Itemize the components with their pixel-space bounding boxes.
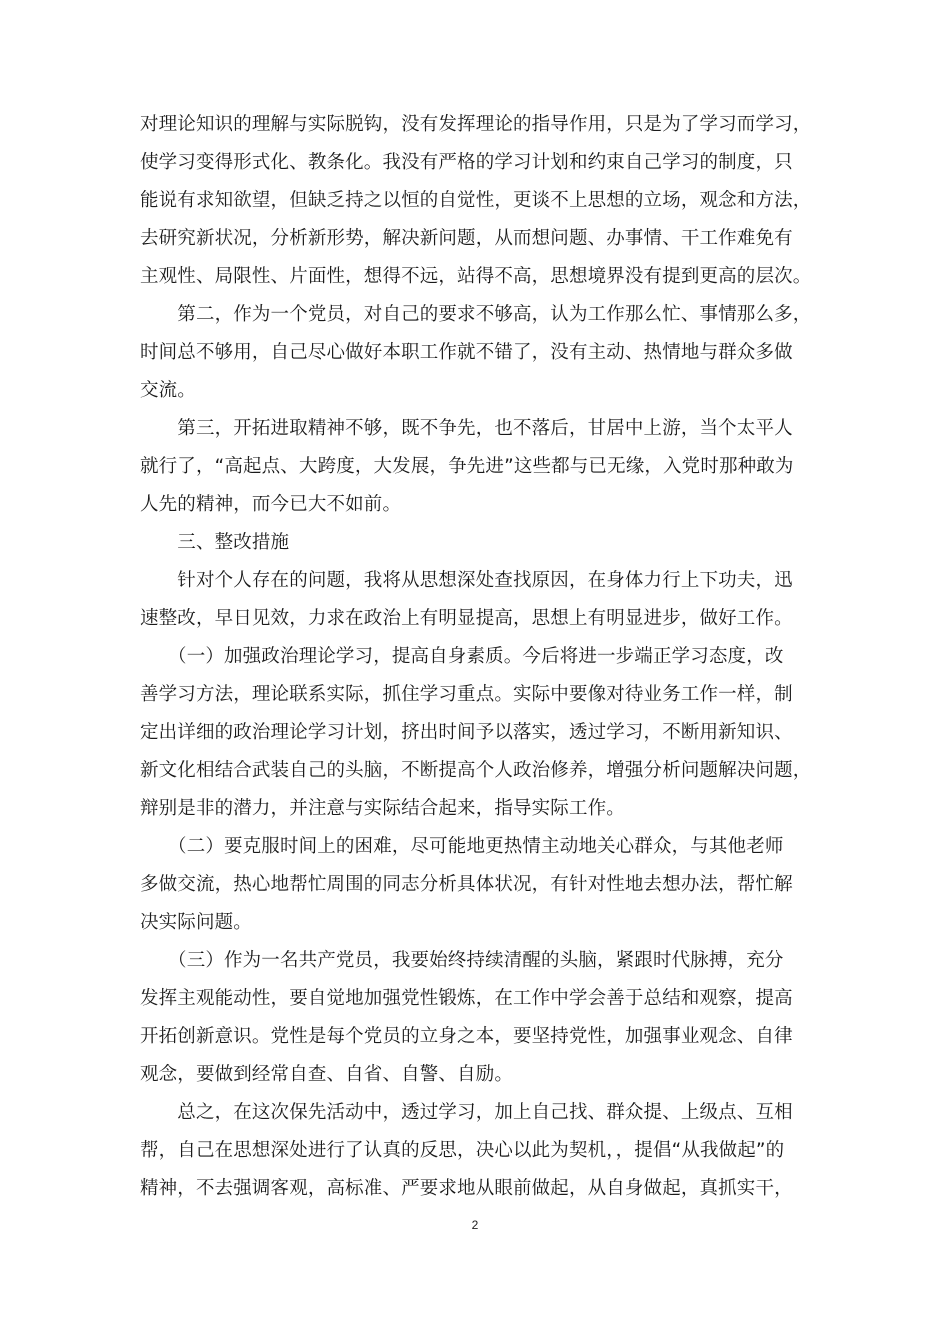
text-line: 辩别是非的潜力，并注意与实际结合起来，指导实际工作。 <box>140 798 625 819</box>
text-line: 对理论知识的理解与实际脱钩，没有发挥理论的指导作用，只是为了学习而学习， <box>140 114 812 135</box>
text-line: 主观性、局限性、片面性，想得不远，站得不高，思想境界没有提到更高的层次。 <box>140 266 812 287</box>
text-line: 开拓创新意识。党性是每个党员的立身之本，要坚持党性，加强事业观念、自律 <box>140 1026 793 1047</box>
text-line: 使学习变得形式化、教条化。我没有严格的学习计划和约束自己学习的制度，只 <box>140 152 793 173</box>
text-line: 能说有求知欲望，但缺乏持之以恒的自觉性，更谈不上思想的立场，观念和方法， <box>140 190 812 211</box>
text-line: 善学习方法，理论联系实际，抓住学习重点。实际中要像对待业务工作一样，制 <box>140 684 793 705</box>
text-line: 总之，在这次保先活动中，透过学习，加上自己找、群众提、上级点、互相 <box>140 1102 793 1123</box>
text-line: 精神，不去强调客观，高标准、严要求地从眼前做起，从自身做起，真抓实干， <box>140 1178 793 1199</box>
text-line: 决实际问题。 <box>140 912 252 933</box>
text-line: 第三，开拓进取精神不够，既不争先，也不落后，甘居中上游，当个太平人 <box>140 418 793 439</box>
page-number: 2 <box>471 1218 479 1232</box>
text-line: 发挥主观能动性，要自觉地加强党性锻炼，在工作中学会善于总结和观察，提高 <box>140 988 793 1009</box>
text-line: 速整改，早日见效，力求在政治上有明显提高，思想上有明显进步，做好工作。 <box>140 608 793 629</box>
text-line: （一）加强政治理论学习，提高自身素质。今后将进一步端正学习态度，改 <box>140 646 784 667</box>
text-line: 就行了，“高起点、大跨度，大发展，争先进”这些都与已无缘，入党时那种敢为 <box>140 456 794 477</box>
paragraph <box>140 106 812 1208</box>
text-line: 交流。 <box>140 380 196 401</box>
text-line: （二）要克服时间上的困难，尽可能地更热情主动地关心群众，与其他老师 <box>140 836 784 857</box>
text-line: 观念，要做到经常自查、自省、自警、自励。 <box>140 1064 514 1085</box>
text-line: 针对个人存在的问题，我将从思想深处查找原因，在身体力行上下功夫，迅 <box>140 570 793 591</box>
text-line: 人先的精神，而今已大不如前。 <box>140 494 402 515</box>
text-line: 帮，自己在思想深处进行了认真的反思，决心以此为契机，，提倡“从我做起”的 <box>140 1140 785 1161</box>
body-text <box>140 106 812 1208</box>
section-heading: 三、整改措施 <box>140 532 290 553</box>
text-line: 多做交流，热心地帮忙周围的同志分析具体状况，有针对性地去想办法，帮忙解 <box>140 874 793 895</box>
text-line: 第二，作为一个党员，对自己的要求不够高，认为工作那么忙、事情那么多， <box>140 304 812 325</box>
text-line: （三）作为一名共产党员，我要始终持续清醒的头脑，紧跟时代脉搏，充分 <box>140 950 784 971</box>
text-line: 时间总不够用，自己尽心做好本职工作就不错了，没有主动、热情地与群众多做 <box>140 342 793 363</box>
text-line: 去研究新状况，分析新形势，解决新问题，从而想问题、办事情、干工作难免有 <box>140 228 793 249</box>
text-line: 新文化相结合武装自己的头脑，不断提高个人政治修养，增强分析问题解决问题， <box>140 760 812 781</box>
text-line: 定出详细的政治理论学习计划，挤出时间予以落实，透过学习，不断用新知识、 <box>140 722 793 743</box>
